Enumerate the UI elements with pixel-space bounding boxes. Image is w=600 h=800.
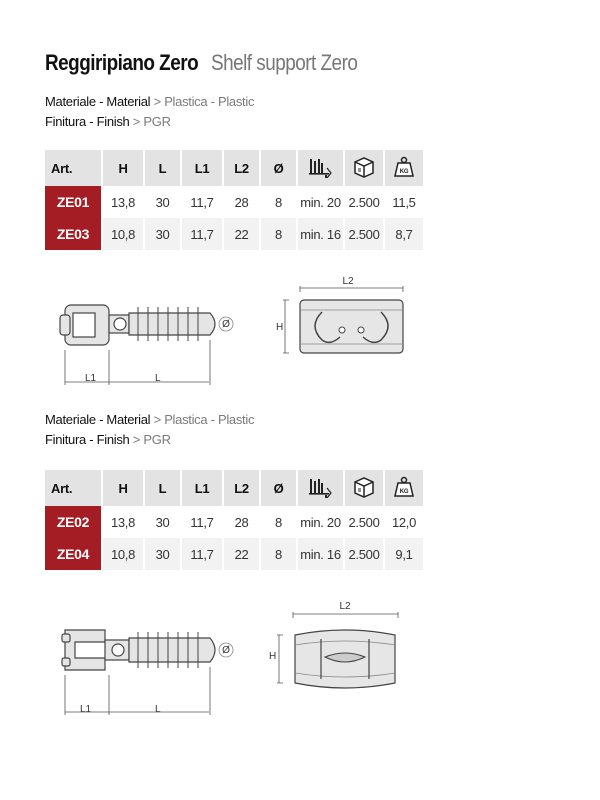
art-code: ZE03 xyxy=(45,218,102,250)
table-row xyxy=(45,506,423,538)
finish-key: Finitura - Finish xyxy=(45,114,130,129)
cell-diameter: 8 xyxy=(260,506,297,538)
cell-shelf: min. 16 xyxy=(297,538,344,570)
section-2-specs xyxy=(45,410,254,450)
front-view-drawing-1 xyxy=(270,272,420,362)
cell-shelf: min. 16 xyxy=(297,218,344,250)
cell-diameter: 8 xyxy=(260,186,297,218)
kg-label: KG xyxy=(399,168,409,175)
material-line xyxy=(45,410,254,430)
finish-sep: > xyxy=(129,432,144,447)
cell-l: 30 xyxy=(144,218,181,250)
box-icon xyxy=(344,150,384,186)
side-view-drawing-1 xyxy=(50,295,250,395)
cell-l2: 28 xyxy=(223,506,260,538)
finish-sep: > xyxy=(129,114,144,129)
h-label: H xyxy=(276,322,284,333)
spec-table-1 xyxy=(45,150,423,250)
header-h: H xyxy=(102,150,144,186)
shelf-load-icon xyxy=(297,470,344,506)
cell-l1: 11,7 xyxy=(181,186,223,218)
cell-h: 13,8 xyxy=(102,506,144,538)
cell-weight: 8,7 xyxy=(384,218,423,250)
cell-h: 10,8 xyxy=(102,218,144,250)
cell-l: 30 xyxy=(144,538,181,570)
header-l2: L2 xyxy=(223,470,260,506)
table-row xyxy=(45,218,423,250)
header-l1: L1 xyxy=(181,470,223,506)
cell-pack: 2.500 xyxy=(344,538,384,570)
l1-label: L1 xyxy=(85,373,97,384)
cell-l2: 22 xyxy=(223,538,260,570)
cell-shelf: min. 20 xyxy=(297,186,344,218)
header-diameter: Ø xyxy=(260,470,297,506)
h-label: H xyxy=(269,651,277,662)
header-l: L xyxy=(144,470,181,506)
weight-kg-icon xyxy=(384,150,423,186)
l2-label: L2 xyxy=(339,601,351,612)
cell-h: 13,8 xyxy=(102,186,144,218)
front-view-drawing-2 xyxy=(265,597,415,692)
header-l2: L2 xyxy=(223,150,260,186)
material-key: Materiale - Material xyxy=(45,94,151,109)
weight-kg-icon xyxy=(384,470,423,506)
table-row xyxy=(45,538,423,570)
cell-diameter: 8 xyxy=(260,218,297,250)
cell-l: 30 xyxy=(144,186,181,218)
title-english: Shelf support Zero xyxy=(210,50,357,75)
spec-table-2 xyxy=(45,470,423,570)
cell-pack: 2.500 xyxy=(344,506,384,538)
header-l: L xyxy=(144,150,181,186)
diameter-label: Ø xyxy=(222,319,230,330)
header-diameter: Ø xyxy=(260,150,297,186)
l2-label: L2 xyxy=(342,276,354,287)
finish-value: PGR xyxy=(143,114,171,129)
cell-l1: 11,7 xyxy=(181,218,223,250)
cell-diameter: 8 xyxy=(260,538,297,570)
material-value: Plastica - Plastic xyxy=(164,412,255,427)
art-code: ZE02 xyxy=(45,506,102,538)
table-header-row xyxy=(45,150,423,186)
finish-line xyxy=(45,430,254,450)
cell-weight: 9,1 xyxy=(384,538,423,570)
page-title xyxy=(45,50,381,76)
table-header-row xyxy=(45,470,423,506)
l1-label: L1 xyxy=(80,704,92,715)
material-value: Plastica - Plastic xyxy=(164,94,255,109)
cell-weight: 11,5 xyxy=(384,186,423,218)
section-1-specs xyxy=(45,92,254,132)
art-code: ZE01 xyxy=(45,186,102,218)
material-key: Materiale - Material xyxy=(45,412,151,427)
cell-l2: 28 xyxy=(223,186,260,218)
side-view-drawing-2 xyxy=(50,620,250,720)
cell-weight: 12,0 xyxy=(384,506,423,538)
diameter-label: Ø xyxy=(222,645,230,656)
header-art: Art. xyxy=(45,470,102,506)
cell-pack: 2.500 xyxy=(344,186,384,218)
header-art: Art. xyxy=(45,150,102,186)
table-row xyxy=(45,186,423,218)
material-line xyxy=(45,92,254,112)
cell-pack: 2.500 xyxy=(344,218,384,250)
header-h: H xyxy=(102,470,144,506)
material-sep: > xyxy=(150,94,165,109)
header-l1: L1 xyxy=(181,150,223,186)
cell-shelf: min. 20 xyxy=(297,506,344,538)
material-sep: > xyxy=(150,412,165,427)
cell-l1: 11,7 xyxy=(181,538,223,570)
art-code: ZE04 xyxy=(45,538,102,570)
cell-l: 30 xyxy=(144,506,181,538)
l-label: L xyxy=(155,704,161,715)
finish-key: Finitura - Finish xyxy=(45,432,130,447)
box-icon xyxy=(344,470,384,506)
finish-line xyxy=(45,112,254,132)
cell-l2: 22 xyxy=(223,218,260,250)
kg-label: KG xyxy=(399,488,409,495)
cell-l1: 11,7 xyxy=(181,506,223,538)
cell-h: 10,8 xyxy=(102,538,144,570)
l-label: L xyxy=(155,373,161,384)
title-italian: Reggiripiano Zero xyxy=(45,50,199,75)
finish-value: PGR xyxy=(143,432,171,447)
shelf-load-icon xyxy=(297,150,344,186)
